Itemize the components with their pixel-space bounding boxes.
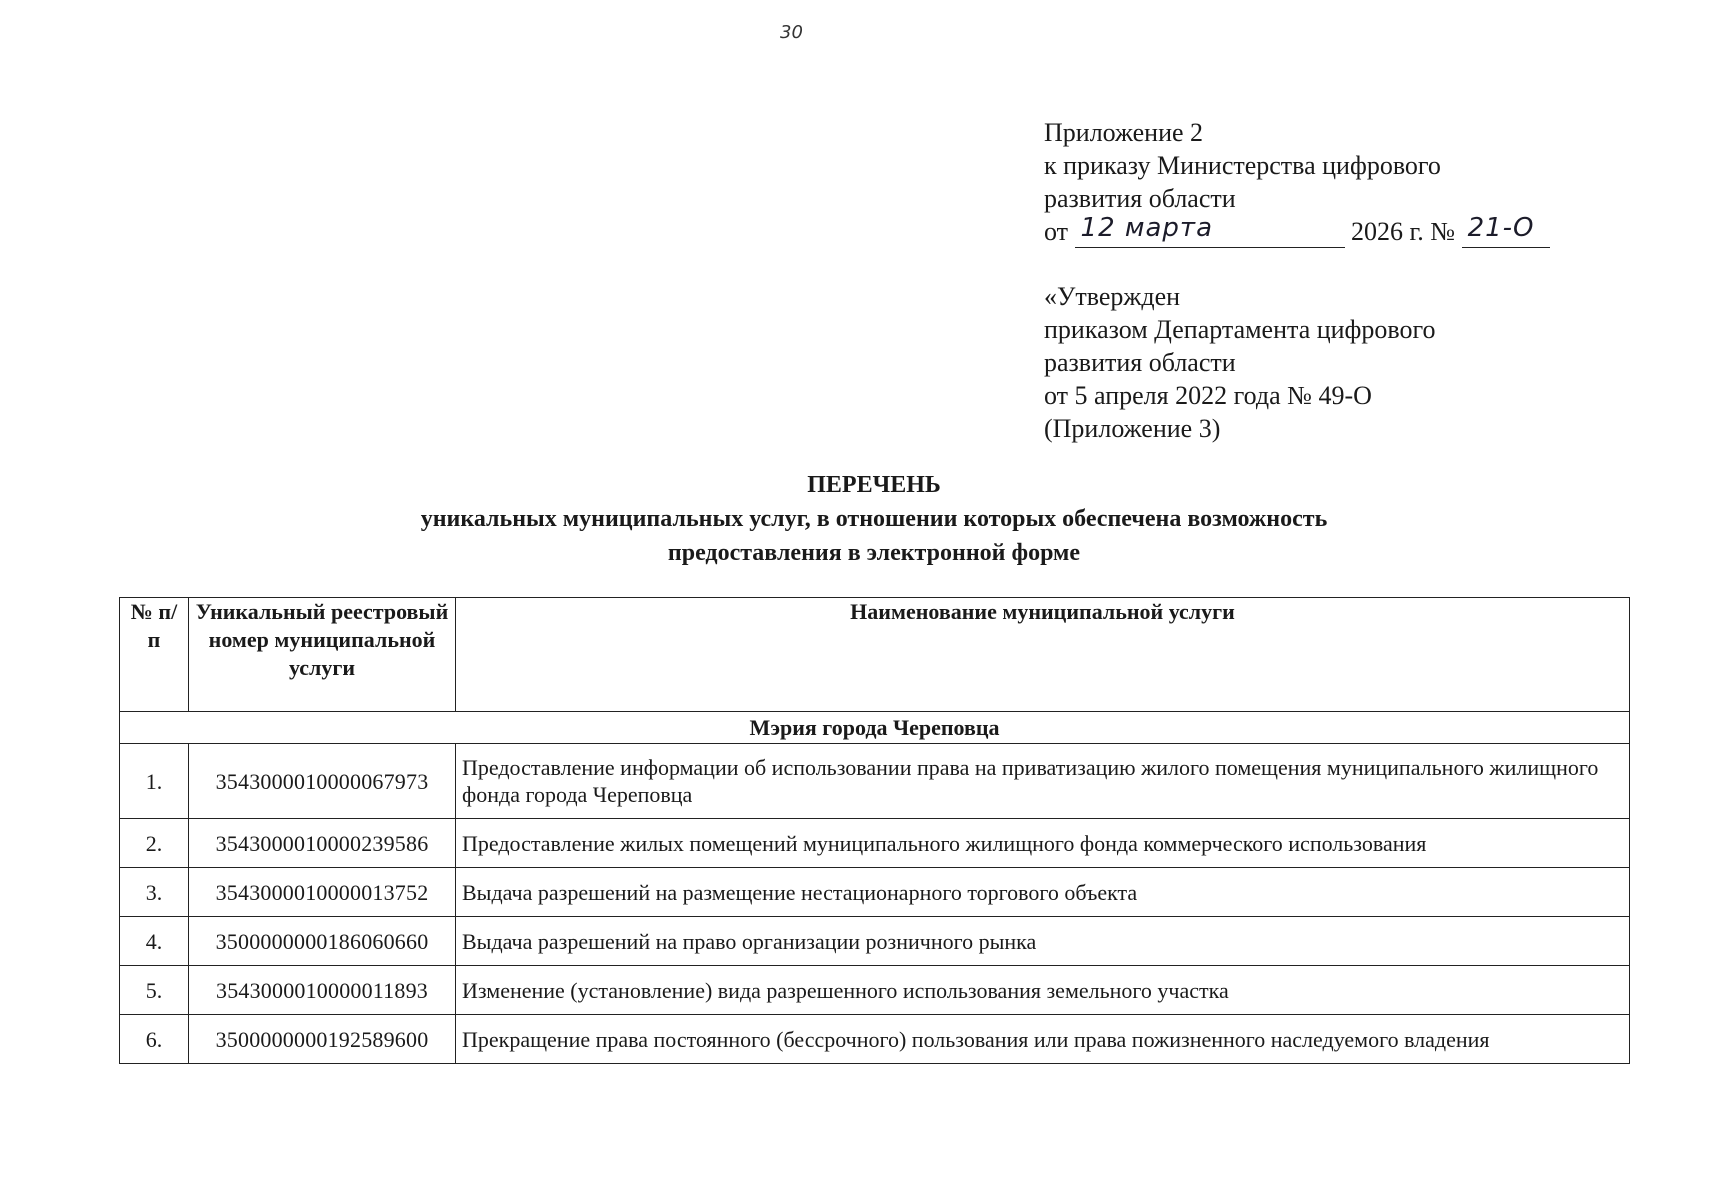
title-line-2: уникальных муниципальных услуг, в отношении которых обеспечена возможность (420, 506, 1328, 532)
row-num: 3. (120, 868, 189, 917)
appendix-block (1044, 116, 1550, 248)
title-line-1: ПЕРЕЧЕНЬ (807, 472, 941, 498)
date-blank (1075, 213, 1345, 248)
appendix-date-line (1044, 215, 1550, 248)
table-row (120, 819, 1630, 868)
title-line-3: предоставления в электронной форме (667, 540, 1081, 566)
header-name: Наименование муниципальной услуги (456, 598, 1630, 712)
row-name: Прекращение права постоянного (бессрочного) пользования или права пожизненного наследуемого владения (456, 1015, 1630, 1064)
approved-line-4: от 5 апреля 2022 года № 49-О (1044, 381, 1372, 410)
row-num: 6. (120, 1015, 189, 1064)
row-name: Предоставление информации об использовании права на приватизацию жилого помещения муниципального жилищного фонда города Череповца (456, 744, 1630, 819)
row-code: 3543000010000239586 (189, 819, 456, 868)
row-name: Изменение (установление) вида разрешенного использования земельного участка (456, 966, 1630, 1015)
row-name: Выдача разрешений на право организации розничного рынка (456, 917, 1630, 966)
year-text: 2026 г. № (1351, 217, 1456, 246)
approved-line-5: (Приложение 3) (1044, 414, 1221, 443)
row-code: 3500000000192589600 (189, 1015, 456, 1064)
services-table (119, 597, 1630, 1064)
row-name: Выдача разрешений на размещение нестационарного торгового объекта (456, 868, 1630, 917)
approved-block (1044, 280, 1436, 445)
row-name: Предоставление жилых помещений муниципального жилищного фонда коммерческого использования (456, 819, 1630, 868)
approved-line-1: «Утвержден (1044, 282, 1181, 311)
table-row (120, 917, 1630, 966)
row-num: 5. (120, 966, 189, 1015)
number-blank (1462, 213, 1550, 248)
table-row (120, 868, 1630, 917)
appendix-order-ref-cont: развития области (1044, 184, 1236, 213)
org-name: Мэрия города Череповца (120, 712, 1630, 744)
handwritten-date: 12 марта (1080, 213, 1214, 243)
table-header-row (120, 598, 1630, 712)
appendix-title: Приложение 2 (1044, 118, 1204, 147)
document-title (0, 468, 1710, 570)
handwritten-number: 21-О (1467, 213, 1535, 243)
row-code: 3500000000186060660 (189, 917, 456, 966)
row-code: 3543000010000067973 (189, 744, 456, 819)
row-num: 2. (120, 819, 189, 868)
handwritten-page-number: 30 (780, 22, 803, 43)
row-num: 4. (120, 917, 189, 966)
header-num: № п/п (120, 598, 189, 712)
appendix-order-ref: к приказу Министерства цифрового (1044, 151, 1441, 180)
date-prefix: от (1044, 217, 1069, 246)
approved-line-2: приказом Департамента цифрового (1044, 315, 1436, 344)
row-code: 3543000010000013752 (189, 868, 456, 917)
table-row (120, 966, 1630, 1015)
table-row (120, 1015, 1630, 1064)
org-section-row (120, 712, 1630, 744)
table-row (120, 744, 1630, 819)
row-code: 3543000010000011893 (189, 966, 456, 1015)
header-code: Уникальный реестровый номер муниципальной услуги (189, 598, 456, 712)
row-num: 1. (120, 744, 189, 819)
approved-line-3: развития области (1044, 348, 1236, 377)
